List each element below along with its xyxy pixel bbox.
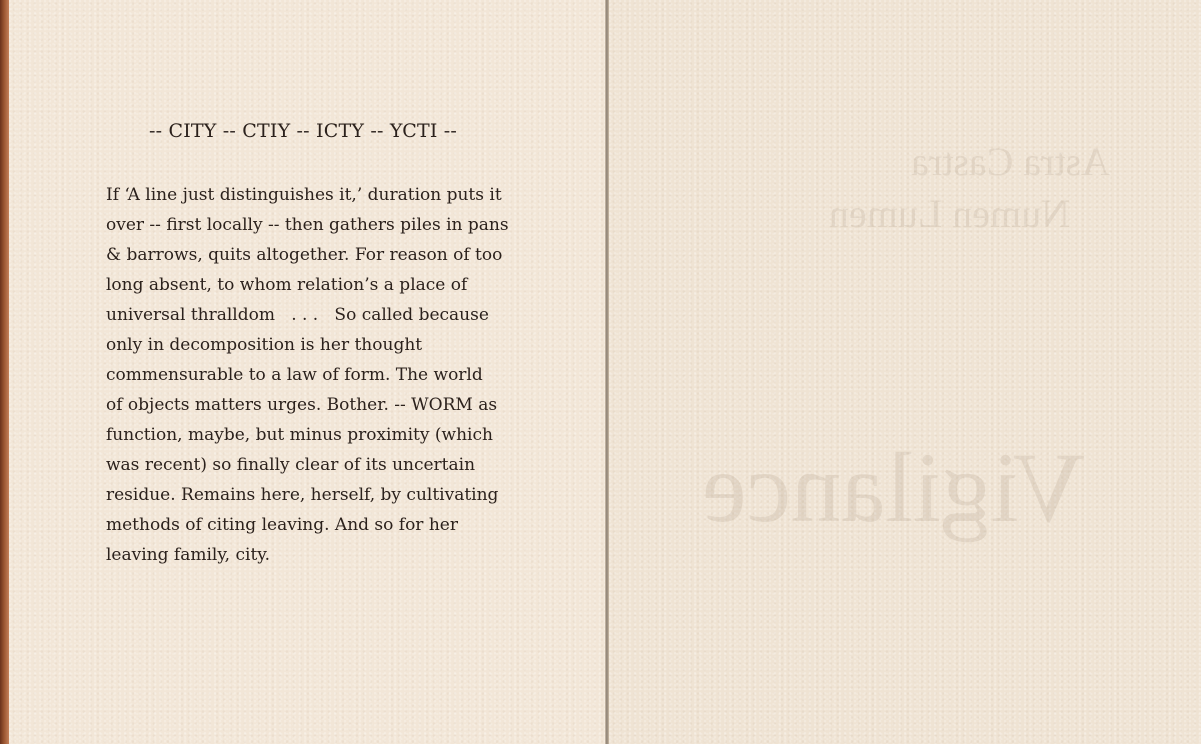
poem-line-8: of objects matters urges. Bother. -- WORM as [106, 395, 498, 415]
poem-line-6: only in decomposition is her thought [106, 335, 423, 355]
bleed-through-line-3: Vigilance [702, 432, 1085, 543]
poem-line-2: over -- first locally -- then gathers piles in pans [106, 215, 509, 235]
poem-line-9: function, maybe, but minus proximity (which [106, 425, 493, 445]
poem-line-10: was recent) so finally clear of its uncertain [106, 455, 476, 475]
poem-title: -- CITY -- CTIY -- ICTY -- YCTI -- [149, 120, 458, 142]
poem-line-11: residue. Remains here, herself, by cultivating [106, 485, 499, 505]
poem-line-3: & barrows, quits altogether. For reason of too [106, 245, 503, 265]
poem-line-5: universal thralldom . . . So called because [106, 305, 489, 325]
poem-line-1: If ‘A line just distinguishes it,’ duration puts it [106, 185, 502, 205]
poem-line-13: leaving family, city. [106, 545, 271, 565]
poem-body [106, 180, 536, 570]
poem-line-7: commensurable to a law of form. The world [106, 365, 483, 385]
left-page [9, 0, 606, 744]
poem-line-4: long absent, to whom relation’s a place of [106, 275, 468, 295]
bleed-through-line-1: Astra Castra [911, 139, 1110, 184]
right-page [609, 0, 1201, 744]
bleed-through-line-2: Numen Lumen [828, 191, 1070, 236]
cover-edge [0, 0, 9, 744]
poem-line-12: methods of citing leaving. And so for her [106, 515, 458, 535]
